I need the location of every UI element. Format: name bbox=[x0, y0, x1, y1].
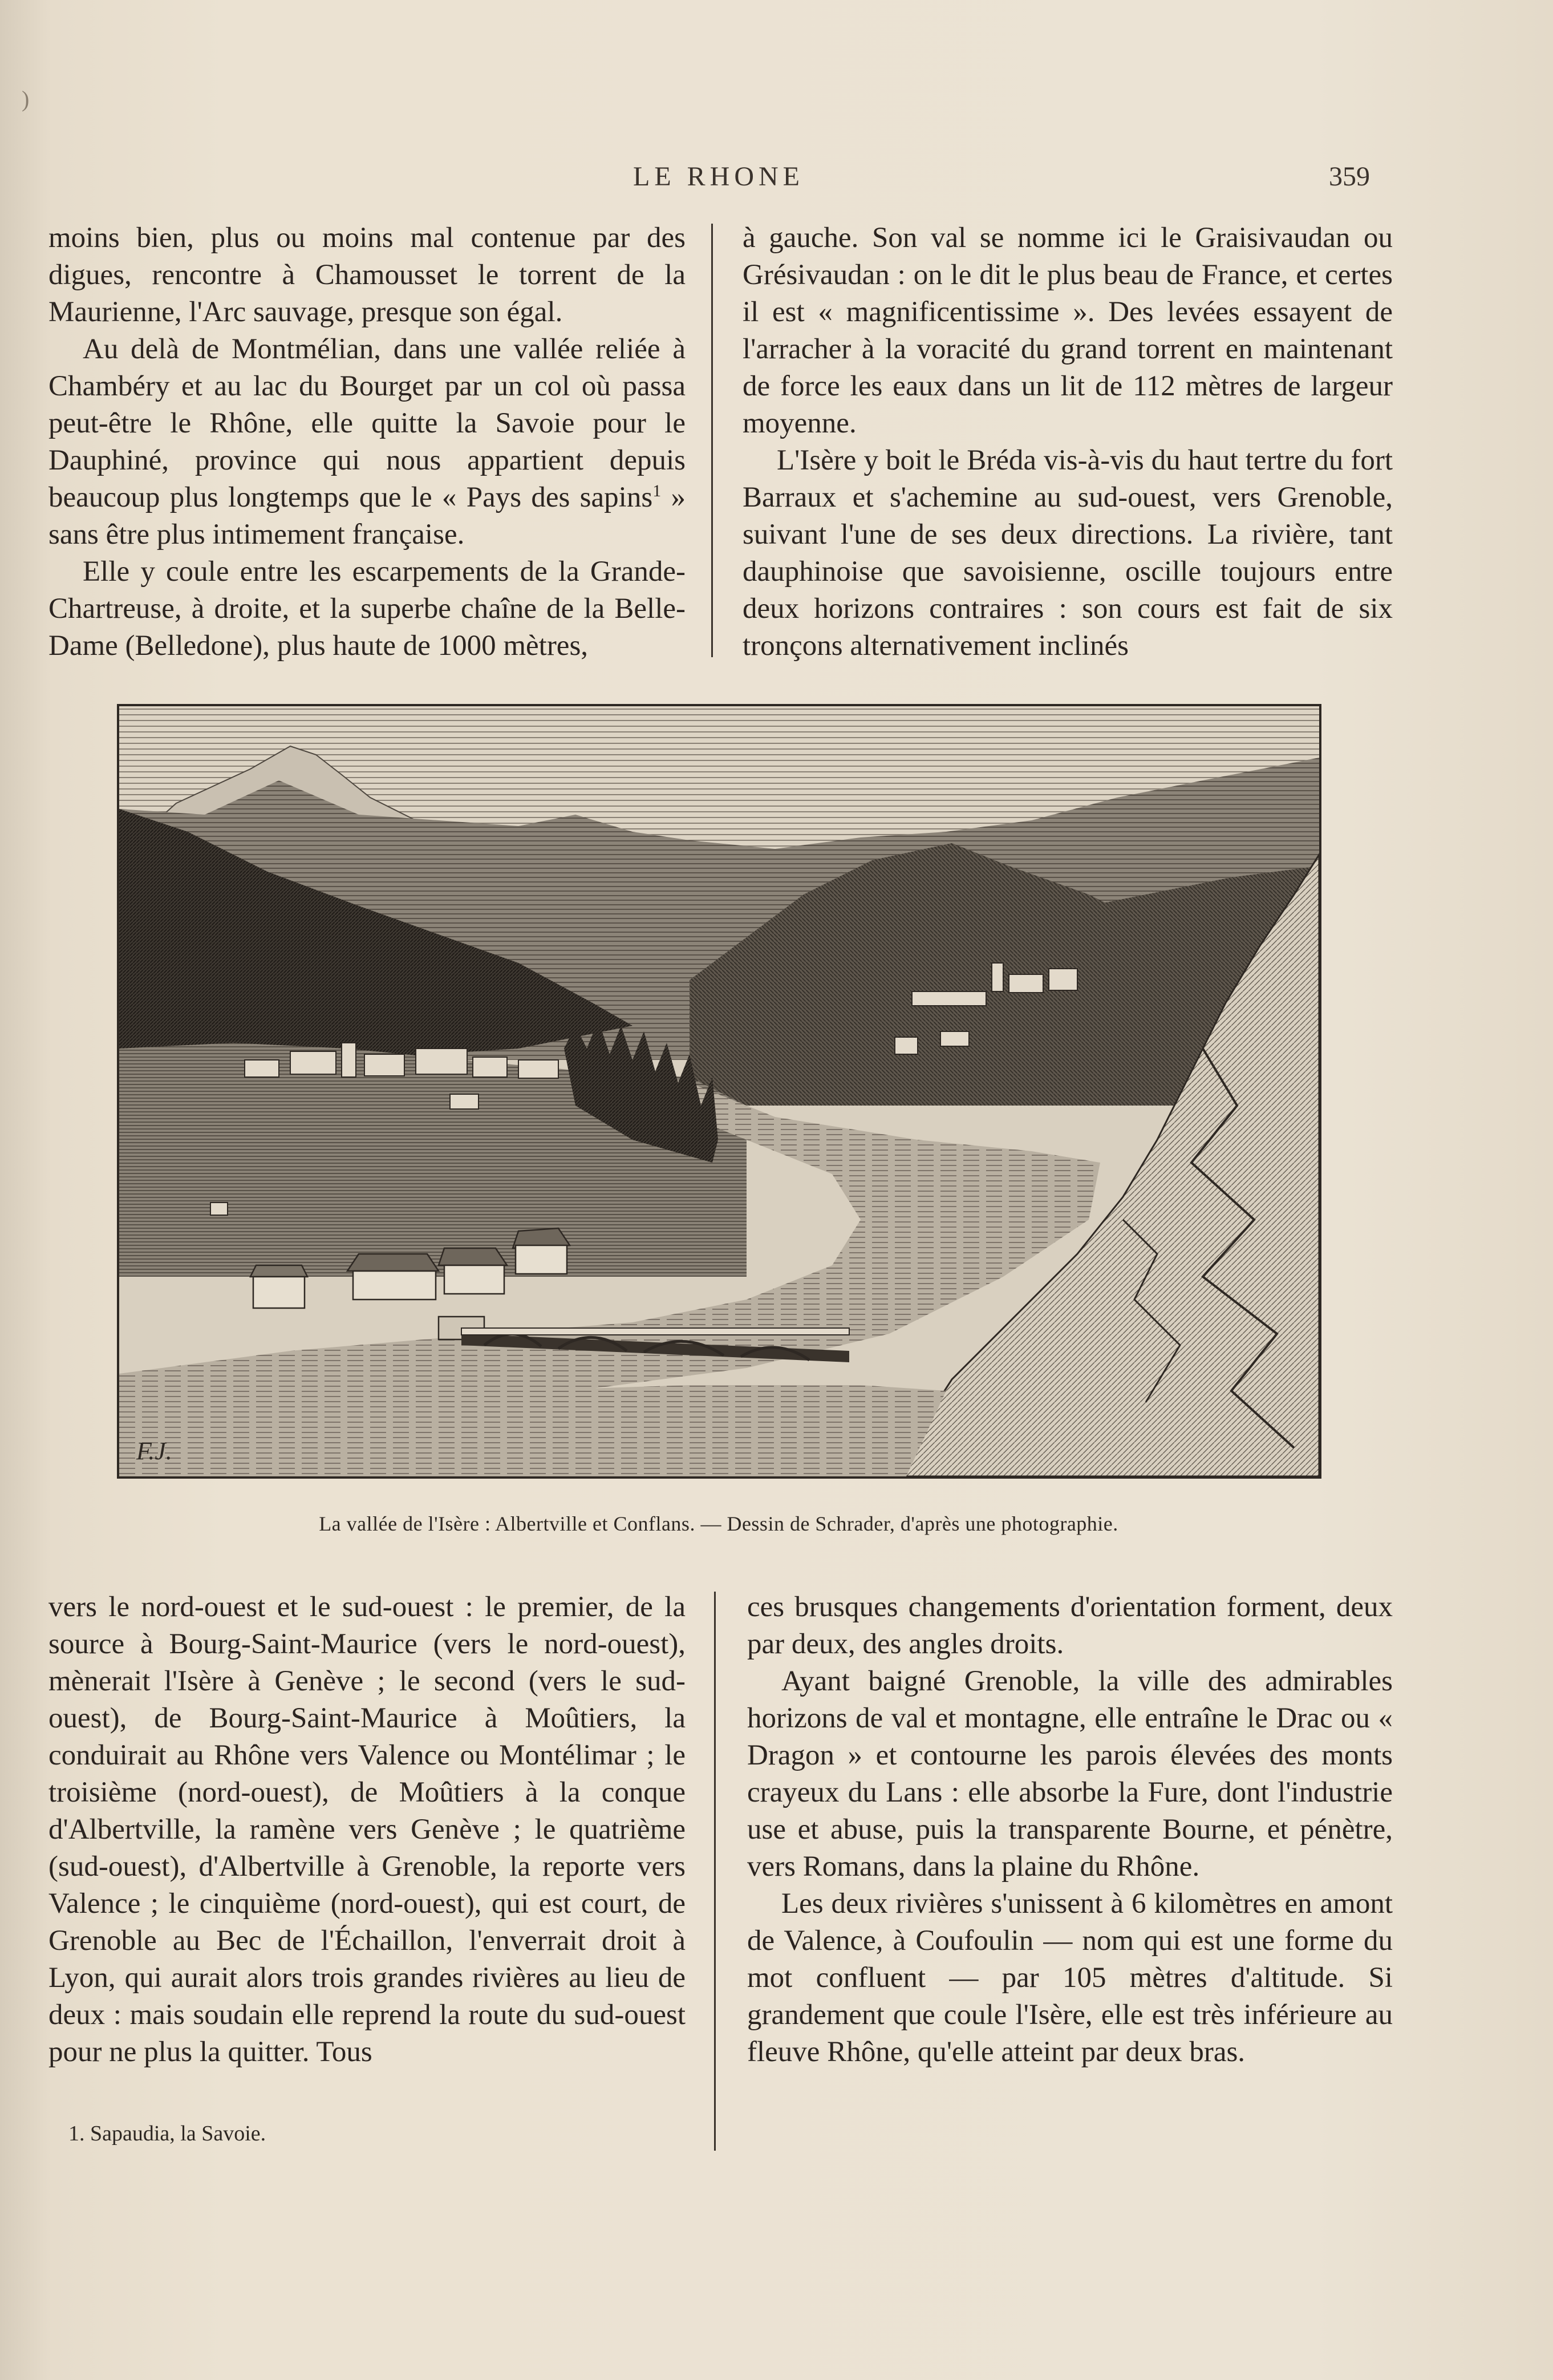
engraving-svg bbox=[119, 706, 1319, 1476]
figure-caption: La vallée de l'Isère : Albertville et Conflans. — Dessin de Schrader, d'après une photographie. bbox=[319, 1512, 1118, 1535]
paragraph: Ayant baigné Grenoble, la ville des admirables horizons de val et montagne, elle entraîne le Drac ou « Dragon » et contourne les parois élevées des monts crayeux du Lans : elle absorbe la Fure, dont l'industrie use et abuse, puis la transparente Bourne, et pénètre, vers Romans, dans la plaine du Rhône. bbox=[747, 1665, 1393, 1883]
footnote-ref[interactable]: 1 bbox=[652, 481, 662, 500]
paragraph: Les deux rivières s'unissent à 6 kilomètres en amont de Valence, à Coufoulin — nom qui est une forme du mot confluent — par 105 mètres d'altitude. Si grandement que coule l'Isère, elle est très inférieure au fleuve Rhône, qu'elle atteint par deux bras. bbox=[747, 1888, 1393, 2068]
column-rule-top bbox=[711, 224, 713, 657]
corner-mark: ) bbox=[22, 86, 30, 112]
footnote: 1. Sapaudia, la Savoie. bbox=[68, 2122, 266, 2146]
paragraph: L'Isère y boit le Bréda vis-à-vis du haut tertre du fort Barraux et s'achemine au sud-ouest, vers Grenoble, suivant l'une de ses deux directions. La rivière, tant dauphinoise que savoisienne, oscille toujours entre deux horizons contraires : son cours est fait de six tronçons alternativement inclinés bbox=[743, 444, 1393, 662]
paragraph: Elle y coule entre les escarpements de la Grande-Chartreuse, à droite, et la superbe chaîne de la Belle-Dame (Belledone), plus haute de 1000 mètres, bbox=[48, 556, 686, 662]
engraving-illustration bbox=[117, 704, 1321, 1479]
paragraph-text-end: » sans être plus intimement française. bbox=[48, 481, 686, 551]
column-rule-bottom bbox=[714, 1592, 716, 2151]
paragraph bbox=[48, 331, 686, 553]
paragraph: vers le nord-ouest et le sud-ouest : le premier, de la source à Bourg-Saint-Maurice (vers le nord-ouest), mènerait l'Isère à Genève ; le second (vers le sud-ouest), de Bourg-Saint-Maurice à Moûtiers, la conduirait au Rhône vers Valence ou Montélimar ; le troisième (nord-ouest), de Moûtiers à la conque d'Albertville, la ramène vers Genève ; le quatrième (sud-ouest), d'Albertville à Grenoble, la reporte vers Valence ; le cinquième (nord-ouest), qui est court, de Grenoble au Bec de l'Échaillon, l'enverrait droit à Lyon, qui aurait alors trois grandes rivières au lieu de deux : mais soudain elle reprend la route du sud-ouest pour ne plus la quitter. Tous bbox=[48, 1591, 686, 2068]
paragraph: ces brusques changements d'orientation forment, deux par deux, des angles droits. bbox=[747, 1591, 1393, 1660]
top-right-column bbox=[743, 220, 1393, 665]
bottom-left-column bbox=[48, 1589, 686, 2071]
page-number: 359 bbox=[1329, 161, 1370, 192]
paragraph: à gauche. Son val se nomme ici le Graisivaudan ou Grésivaudan : on le dit le plus beau de France, et certes il est « magnificentissime ». Des levées essayent de l'arracher à la voracité du grand torrent en maintenant de force les eaux dans un lit de 112 mètres de largeur moyenne. bbox=[743, 222, 1393, 439]
paragraph-text: Au delà de Montmélian, dans une vallée reliée à Chambéry et au lac du Bourget par un col où passa peut-être le Rhône, elle quitte la Savoie pour le Dauphiné, province qui nous appartient depuis beaucoup plus longtemps que le « Pays des sapins bbox=[48, 333, 686, 513]
paragraph: moins bien, plus ou moins mal contenue par des digues, rencontre à Chamousset le torrent de la Maurienne, l'Arc sauvage, presque son égal. bbox=[48, 222, 686, 328]
artist-signature: F.J. bbox=[136, 1437, 172, 1465]
running-head: LE RHONE bbox=[633, 161, 804, 192]
bottom-right-column bbox=[747, 1589, 1393, 2071]
top-left-column bbox=[48, 220, 686, 665]
